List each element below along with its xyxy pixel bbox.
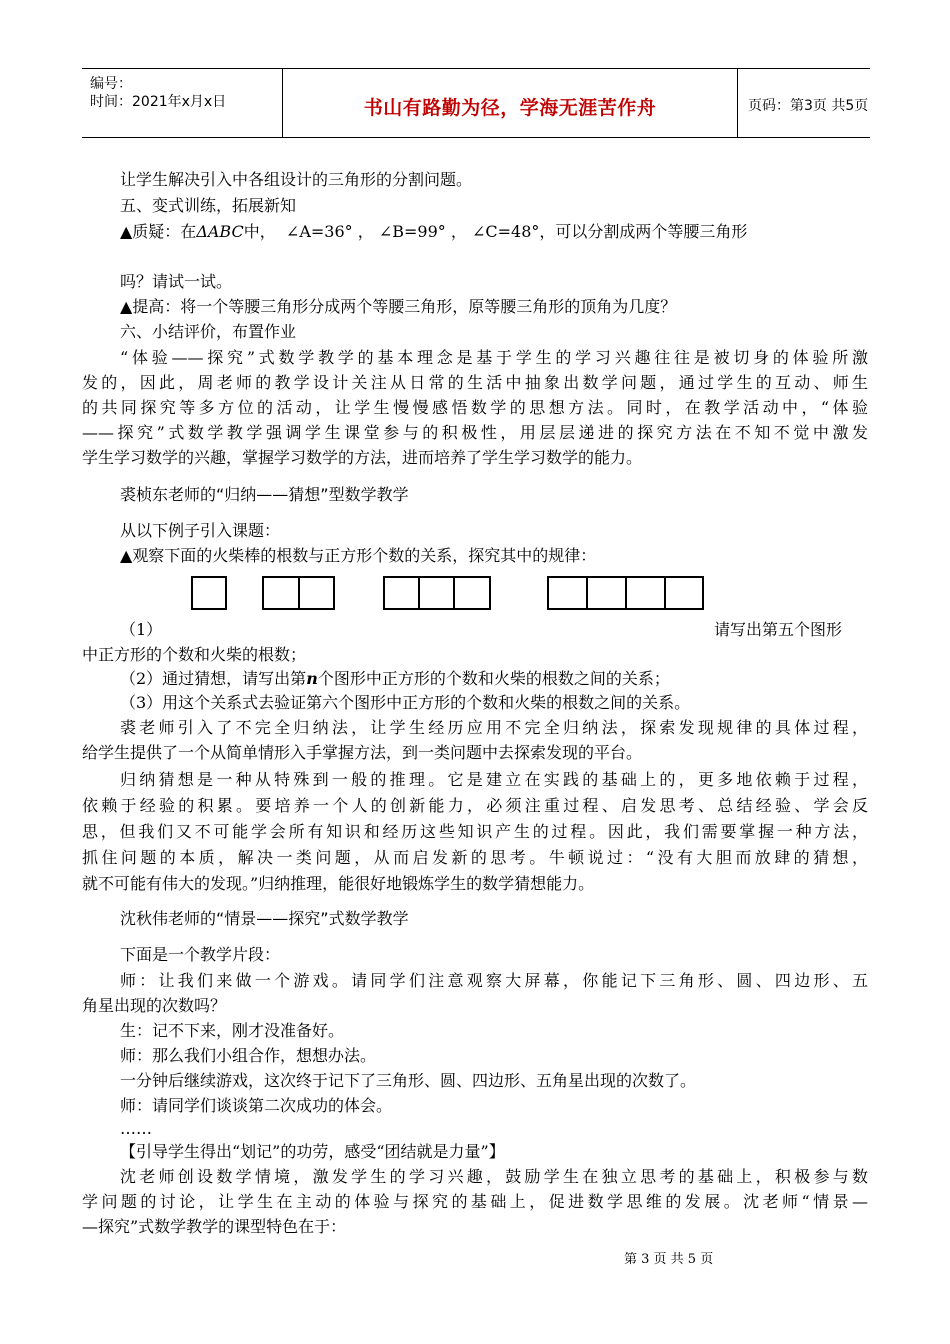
dialogue-line: 角星出现的次数吗？: [82, 996, 227, 1015]
ellipsis: ……: [120, 1119, 152, 1138]
matchstick-divider: [418, 578, 420, 608]
question-line: [120, 669, 670, 689]
question-text: （2）通过猜想，请写出第: [120, 669, 307, 688]
dialogue-line: 师：让我们来做一个游戏。请同学们注意观察大屏幕，你能记下三角形、圆、四边形、五: [120, 971, 868, 990]
paragraph-line: —探究”式数学教学的课型特色在于：: [82, 1217, 347, 1236]
page-header: [82, 68, 870, 138]
question-text: 个图形中正方形的个数和火柴的根数之间的关系；: [317, 669, 670, 688]
paragraph-line: 归纳猜想是一种从特殊到一般的推理。它是建立在实践的基础上的，更多地依赖于过程，: [120, 770, 868, 789]
figure-4-squares: [547, 576, 704, 610]
angle-a: ∠A=36°: [285, 222, 353, 241]
triangle-symbol: ΔABC: [196, 222, 244, 241]
paragraph-line: 裘老师引入了不完全归纳法，让学生经历应用不完全归纳法，探索发现规律的具体过程，: [120, 718, 868, 737]
text-line: ▲观察下面的火柴棒的根数与正方形个数的关系，探究其中的规律：: [120, 546, 597, 565]
note-line: 【引导学生得出“划记”的功劳，感受“团结就是力量”】: [120, 1142, 505, 1161]
section-title: 沈秋伟老师的“情景——探究”式数学教学: [120, 909, 409, 928]
paragraph-line: 抓住问题的本质，解决一类问题，从而启发新的思考。牛顿说过：“没有大胆而放肆的猜想，: [82, 848, 868, 867]
paragraph-line: 给学生提供了一个从简单情形入手掌握方法，到一类问题中去探索发现的平台。: [82, 743, 643, 762]
question-text: （3）用这个关系式去验证第六个图形中正方形的个数和火柴的根数之间的关系。: [120, 693, 691, 712]
page-footer: 第 3 页 共 5 页: [624, 1252, 714, 1267]
text-line: 让学生解决引入中各组设计的三角形的分割问题。: [120, 170, 473, 189]
paragraph-line: ——探究”式数学教学强调学生课堂参与的积极性，用层层递进的探究方法在不知不觉中激发: [82, 423, 868, 442]
paragraph-line: 依赖于经验的积累。要培养一个人的创新能力，必须注重过程、启发思考、总结经验、学会反: [82, 796, 868, 815]
figure-1-squares: [191, 576, 227, 610]
matchstick-divider: [625, 578, 627, 608]
page-code: 页码：第3页 共5页: [748, 98, 869, 114]
figure-3-squares: [383, 576, 491, 610]
paragraph-line: 就不可能有伟大的发现。”归纳推理，能很好地锻炼学生的数学猜想能力。: [82, 874, 595, 893]
section-heading: 五、变式训练，拓展新知: [120, 196, 297, 215]
question-number: （1）: [120, 620, 163, 639]
paragraph-line: 思，但我们又不可能学会所有知识和经历这些知识产生的过程。因此，我们需要掌握一种方法，: [82, 822, 868, 841]
variable-n: n: [306, 669, 318, 688]
matchstick-divider: [664, 578, 666, 608]
question-suffix: ，可以分割成两个等腰三角形: [539, 222, 748, 241]
dialogue-line: 师：请同学们谈谈第二次成功的体会。: [120, 1096, 393, 1115]
motto: 书山有路勤为径，学海无涯苦作舟: [363, 97, 657, 119]
question-text: 请写出第五个图形: [714, 620, 843, 639]
paragraph-line: 的共同探究等多方位的活动，让学生慢慢感悟数学的思想方法。同时，在教学活动中，“体验: [82, 398, 868, 417]
doc-number-label: 编号：: [90, 76, 132, 92]
paragraph-line: 沈老师创设数学情境，激发学生的学习兴趣，鼓励学生在独立思考的基础上，积极参与数: [120, 1167, 868, 1186]
question-line: ▲质疑：在ΔABC中， ∠A=36° ， ∠B=99° ， ∠C=48°，可以分割成两个等腰三角形: [120, 222, 748, 241]
angle-b: ∠B=99°: [378, 222, 446, 241]
section-title: 裘桢东老师的“归纳——猜想”型数学教学: [120, 485, 409, 504]
header-info-cell: [82, 69, 282, 137]
text-line: 吗？请试一试。: [120, 272, 233, 291]
matchstick-divider: [586, 578, 588, 608]
figure-2-squares: [262, 576, 335, 610]
matchstick-divider: [298, 578, 300, 608]
question-text: 中正方形的个数和火柴的根数；: [82, 645, 307, 664]
header-motto-cell: [282, 69, 738, 137]
paragraph-line: 学问题的讨论，让学生在主动的体验与探究的基础上，促进数学思维的发展。沈老师“情景—: [82, 1192, 868, 1211]
matchstick-divider: [453, 578, 455, 608]
dialogue-line: 生：记不下来，刚才没准备好。: [120, 1021, 345, 1040]
date-label: 时间：2021年x月x日: [90, 94, 227, 110]
dialogue-line: 一分钟后继续游戏，这次终于记下了三角形、圆、四边形、五角星出现的次数了。: [120, 1071, 697, 1090]
paragraph-line: “体验——探究”式数学教学的基本理念是基于学生的学习兴趣往往是被切身的体验所激: [120, 348, 868, 367]
text-line: ▲提高：将一个等腰三角形分成两个等腰三角形，原等腰三角形的顶角为几度？: [120, 297, 677, 316]
dialogue-line: 师：那么我们小组合作，想想办法。: [120, 1046, 377, 1065]
angle-c: ∠C=48°: [471, 222, 540, 241]
text-line: 下面是一个教学片段：: [120, 945, 281, 964]
section-heading: 六、小结评价，布置作业: [120, 322, 297, 341]
paragraph-line: 发的，因此，周老师的教学设计关注从日常的生活中抽象出数学问题，通过学生的互动、师生: [82, 373, 868, 392]
question-mid: 中，: [243, 222, 276, 241]
text-line: 从以下例子引入课题：: [120, 521, 281, 540]
paragraph-line: 学生学习数学的兴趣，掌握学习数学的方法，进而培养了学生学习数学的能力。: [82, 448, 643, 467]
question-prefix: ▲质疑：在: [120, 222, 197, 241]
header-page-cell: [738, 69, 870, 137]
